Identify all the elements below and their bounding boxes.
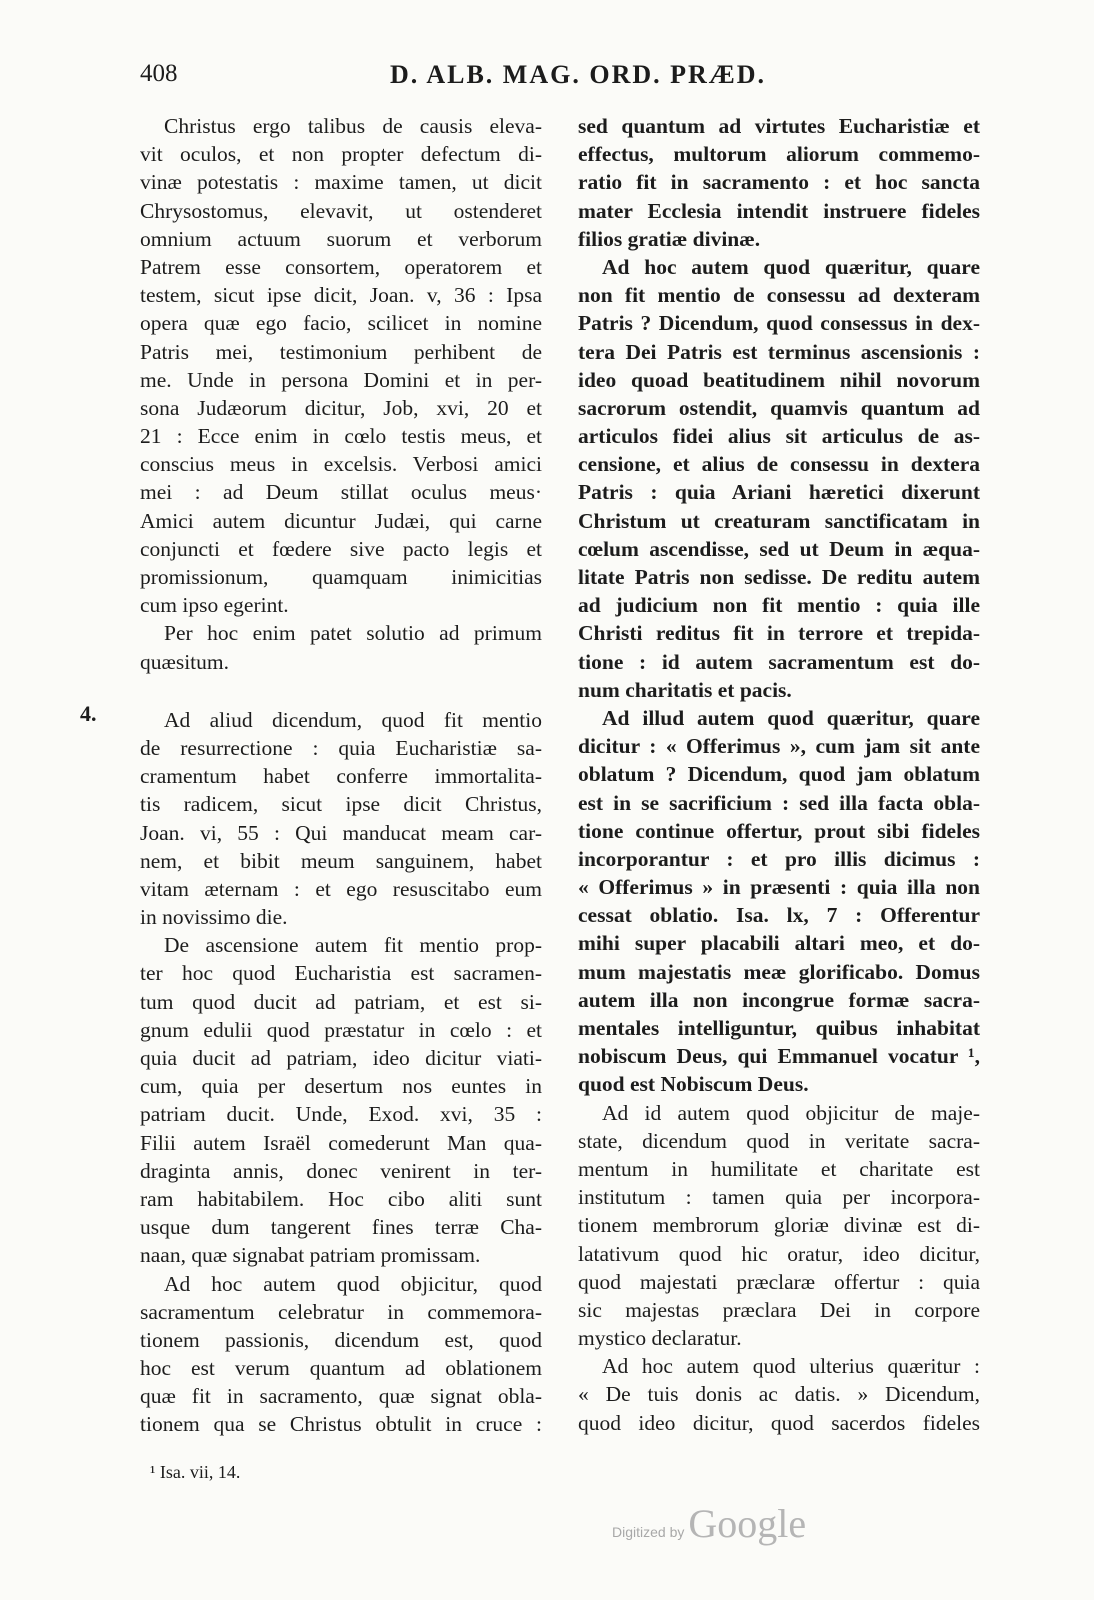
text-line: 21 : Ecce enim in cœlo testis meus, et: [140, 424, 542, 449]
google-logo: Google: [688, 1501, 807, 1546]
text-line: ratio fit in sacramento : et hoc sancta: [578, 170, 980, 195]
text-line: quia ducit ad patriam, ideo dicitur viati-: [140, 1046, 542, 1070]
text-line: mentum in humilitate et charitate est: [578, 1156, 980, 1181]
text-line: ram habitabilem. Hoc cibo aliti sunt: [140, 1186, 542, 1211]
text-line: me. Unde in persona Domini et in per-: [140, 367, 542, 392]
text-line: mihi super placabili altari meo, et do-: [578, 931, 980, 956]
right-column: [578, 112, 980, 1437]
text-line: num charitatis et pacis.: [578, 677, 792, 702]
text-line: articulos fidei alius sit articulus de as-: [578, 424, 980, 449]
text-line: Ad hoc autem quod quæritur, quare: [602, 254, 980, 279]
text-line: est in se sacrificium : sed illa facta obla-: [578, 790, 980, 815]
text-line: Patris : quia Ariani hæretici dixerunt: [578, 480, 980, 505]
text-line: sic majestas præclara Dei in corpore: [578, 1297, 980, 1322]
text-line: vinæ potestatis : maxime tamen, ut dicit: [140, 170, 542, 195]
text-line: incorporantur : et pro illis dicimus :: [578, 846, 980, 871]
text-line: ideo quoad beatitudinem nihil novorum: [578, 367, 980, 392]
text-line: tionem qua se Christus obtulit in cruce :: [140, 1412, 542, 1437]
text-line: naan, quæ signabat patriam promissam.: [140, 1243, 481, 1268]
footnote: ¹ Isa. vii, 14.: [150, 1462, 241, 1482]
text-line: conscius meus in excelsis. Verbosi amici: [140, 452, 542, 477]
text-line: nem, et bibit meum sanguinem, habet: [140, 848, 542, 873]
text-line: tum quod ducit ad patriam, et est si-: [140, 989, 542, 1014]
text-line: tionem passionis, dicendum est, quod: [140, 1327, 542, 1352]
text-line: mum majestatis meæ glorificabo. Domus: [578, 959, 980, 984]
text-line: state, dicendum quod in veritate sacra-: [578, 1128, 980, 1153]
text-line: patriam ducit. Unde, Exod. xvi, 35 :: [140, 1102, 542, 1127]
text-line: oblatum ? Dicendum, quod jam oblatum: [578, 762, 980, 787]
text-line: institutum : tamen quia per incorpora-: [578, 1185, 980, 1210]
text-line: cessat oblatio. Isa. lx, 7 : Offerentur: [578, 903, 980, 928]
text-line: testem, sicut ipse dicit, Joan. v, 36 : Ipsa: [140, 283, 542, 308]
text-line: opera quæ ego facio, scilicet in nomine: [140, 311, 542, 336]
text-line: mentales intelliguntur, quibus inhabitat: [578, 1016, 980, 1040]
text-line: tione continue offertur, prout sibi fideles: [578, 818, 980, 843]
left-column: [140, 112, 542, 1439]
page-number: 408: [140, 60, 178, 87]
text-line: Patrem esse consortem, operatorem et: [140, 254, 542, 279]
text-line: quæsitum.: [140, 649, 230, 674]
text-line: « De tuis donis ac datis. » Dicendum,: [578, 1382, 980, 1407]
text-line: « Offerimus » in præsenti : quia illa non: [578, 875, 980, 900]
text-line: mystico declaratur.: [578, 1326, 742, 1351]
text-line: conjuncti et fœdere sive pacto legis et: [140, 536, 542, 561]
text-line: cœlum ascendisse, sed ut Deum in æqua-: [578, 536, 980, 561]
text-line: Ad id autem quod objicitur de maje-: [602, 1100, 980, 1125]
text-line: quod est Nobiscum Deus.: [578, 1072, 809, 1097]
text-line: sona Judæorum dicitur, Job, xvi, 20 et: [140, 395, 542, 420]
text-line: Christi reditus fit in terrore et trepida-: [578, 621, 980, 646]
text-line: Ad illud autem quod quæritur, quare: [602, 705, 980, 730]
text-line: censione, et alius de consessu in dextera: [578, 452, 980, 477]
text-line: tera Dei Patris est terminus ascensionis :: [578, 339, 980, 364]
text-line: Ad aliud dicendum, quod fit mentio: [164, 707, 542, 732]
text-line: latativum quod hic oratur, ideo dicitur,: [578, 1241, 980, 1266]
text-line: ad judicium non fit mentio : quia ille: [578, 593, 980, 618]
section-number: 4.: [80, 701, 97, 726]
text-line: Ad hoc autem quod objicitur, quod: [164, 1271, 542, 1296]
text-line: Amici autem dicuntur Judæi, qui carne: [140, 508, 542, 533]
text-line: dicitur : « Offerimus », cum jam sit ante: [578, 734, 980, 759]
text-line: cum ipso egerint.: [140, 593, 289, 618]
text-line: draginta annis, donec venirent in ter-: [140, 1158, 542, 1183]
text-line: Christum ut creaturam sanctificatam in: [578, 508, 980, 533]
digitization-watermark: [612, 1500, 806, 1547]
text-line: Ad hoc autem quod ulterius quæritur :: [602, 1354, 980, 1379]
text-line: cum, quia per desertum nos euntes in: [140, 1074, 542, 1099]
text-line: mei : ad Deum stillat oculus meus·: [140, 480, 542, 505]
text-line: quod ideo dicitur, quod sacerdos fideles: [578, 1410, 980, 1435]
text-line: non fit mentio de consessu ad dexteram: [578, 283, 980, 308]
text-line: litate Patris non sedisse. De reditu autem: [578, 565, 980, 589]
text-line: Patris mei, testimonium perhibent de: [140, 339, 542, 364]
text-line: vitam æternam : et ego resuscitabo eum: [140, 876, 542, 901]
text-line: quod majestati præclaræ offertur : quia: [578, 1269, 980, 1294]
text-line: sacrorum ostendit, quamvis quantum ad: [578, 395, 980, 420]
text-line: De ascensione autem fit mentio prop-: [164, 933, 542, 958]
page-header: [140, 60, 980, 100]
text-line: filios gratiæ divinæ.: [578, 226, 761, 251]
text-line: mater Ecclesia intendit instruere fideles: [578, 198, 980, 223]
text-line: Joan. vi, 55 : Qui manducat meam car-: [140, 820, 542, 845]
text-line: sacramentum celebratur in commemora-: [140, 1299, 542, 1324]
text-line: quæ fit in sacramento, quæ signat obla-: [140, 1384, 542, 1409]
text-line: in novissimo die.: [140, 905, 288, 930]
text-line: Filii autem Israël comederunt Man qua-: [140, 1130, 542, 1155]
text-line: gnum edulii quod præstatur in cœlo : et: [140, 1017, 542, 1042]
text-line: cramentum habet conferre immortalita-: [140, 764, 542, 789]
text-line: autem illa non incongrue formæ sacra-: [578, 987, 980, 1012]
text-line: tis radicem, sicut ipse dicit Christus,: [140, 792, 542, 817]
text-line: tione : id autem sacramentum est do-: [578, 649, 980, 674]
text-line: Christus ergo talibus de causis eleva-: [164, 114, 542, 138]
text-line: hoc est verum quantum ad oblationem: [140, 1356, 542, 1381]
text-line: tionem membrorum gloriæ divinæ est di-: [578, 1213, 980, 1238]
text-line: de resurrectione : quia Eucharistiæ sa-: [140, 735, 542, 760]
text-line: Per hoc enim patet solutio ad primum: [164, 621, 542, 646]
text-line: promissionum, quamquam inimicitias: [140, 565, 542, 589]
text-line: Chrysostomus, elevavit, ut ostenderet: [140, 198, 542, 223]
text-line: ter hoc quod Eucharistia est sacramen-: [140, 961, 542, 986]
text-line: Patris ? Dicendum, quod consessus in dex-: [578, 311, 980, 336]
text-line: omnium actuum suorum et verborum: [140, 226, 542, 251]
text-line: usque dum tangerent fines terræ Cha-: [140, 1215, 542, 1240]
text-line: nobiscum Deus, qui Emmanuel vocatur ¹,: [578, 1044, 980, 1069]
text-line: sed quantum ad virtutes Eucharistiæ et: [578, 114, 980, 138]
watermark-prefix: Digitized by: [612, 1524, 685, 1540]
running-head: D. ALB. MAG. ORD. PRÆD.: [390, 60, 767, 89]
text-line: vit oculos, et non propter defectum di-: [140, 142, 542, 167]
text-line: effectus, multorum aliorum commemo-: [578, 142, 980, 167]
